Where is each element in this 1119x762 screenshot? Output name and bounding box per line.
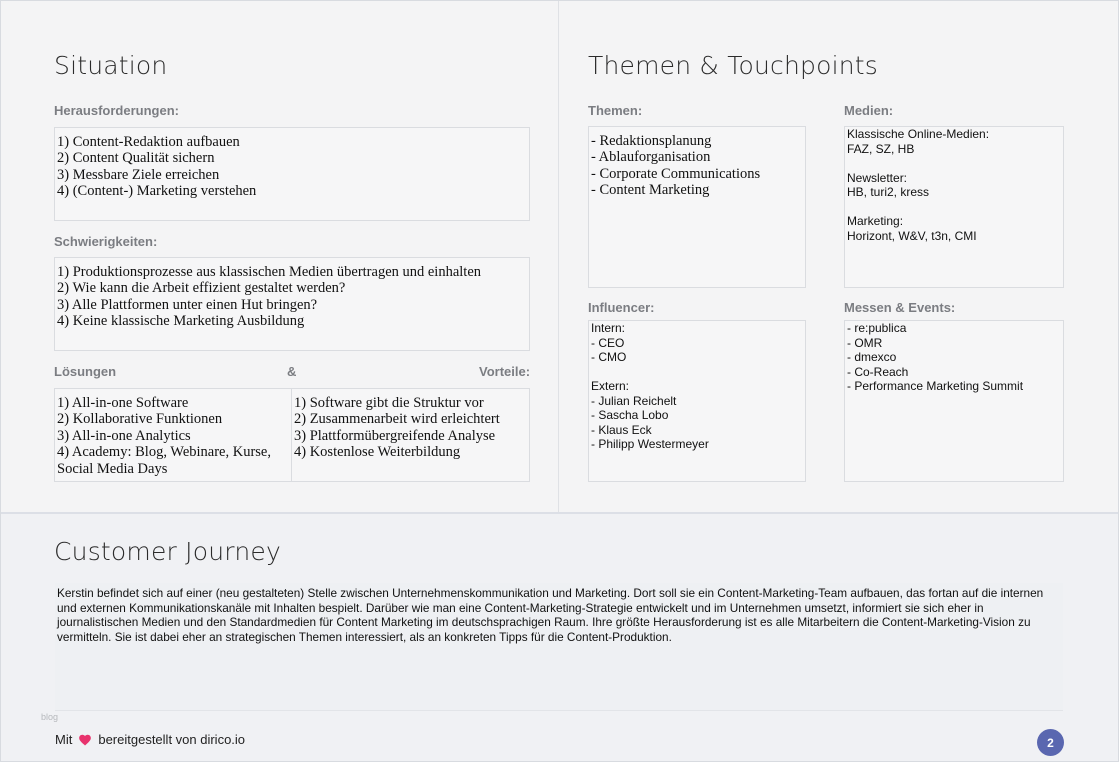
- themen-label: Themen:: [588, 103, 643, 118]
- journey-title: Customer Journey: [54, 537, 281, 566]
- heart-icon: [78, 733, 92, 747]
- vorteile-text: 1) Software gibt die Struktur vor 2) Zusammenarbeit wird erleichtert 3) Plattformübergreifende Analyse 4) Kostenlose Weiterbildung: [294, 395, 500, 461]
- journey-text: Kerstin befindet sich auf einer (neu gestalteten) Stelle zwischen Unternehmenskommunikation und Marketing. Dort soll sie ein Content-Marketing-Team aufbauen, das fortan auf die internen und externen Kommunikationskanäle mit Inhalten bespielt. Darüber wie man eine Content-Marketing-Strategie entwickelt und im Unternehmen umsetzt, informiert sie sich eher in journalistischen Medien und den Standardmedien für Content Marketing im deutschsprachigen Raum. Ihre größte Herausforderung ist es alle Mitarbeitern die Content-Marketing-Vision zu vermitteln. Sie ist dabei eher an strategischen Themen interessiert, als an konkreten Tipps für die Content-Produktion.: [57, 586, 1044, 644]
- events-label: Messen & Events:: [844, 300, 956, 315]
- page-number-badge: 2: [1037, 729, 1064, 756]
- herausforderungen-label: Herausforderungen:: [54, 103, 179, 118]
- themen-box: [588, 126, 806, 288]
- schwierigkeiten-text: 1) Produktionsprozesse aus klassischen Medien übertragen und einhalten 2) Wie kann die Arbeit effizient gestaltet werden? 3) Alle Plattformen unter einen Hut bringen? 4) Keine klassische Marketing Ausbildung: [57, 264, 482, 330]
- medien-label: Medien:: [844, 103, 894, 118]
- events-text: - re:publica - OMR - dmexco - Co-Reach - Performance Marketing Summit: [847, 321, 1024, 393]
- themen-text: - Redaktionsplanung - Ablauforganisation - Corporate Communications - Content Marketing: [591, 133, 761, 199]
- influencer-label: Influencer:: [588, 300, 655, 315]
- schwierigkeiten-box: [54, 257, 530, 351]
- medien-text: Klassische Online-Medien: FAZ, SZ, HB Newsletter: HB, turi2, kress Marketing: Horizont, W&V, t3n, CMI: [847, 127, 990, 243]
- vorteile-box: [291, 388, 530, 482]
- loesungen-text: 1) All-in-one Software 2) Kollaborative Funktionen 3) All-in-one Analytics 4) Academy: Blog, Webinare, Kurse, Social Media Days: [57, 395, 271, 477]
- ampersand-label: &: [287, 364, 297, 379]
- medien-box: [844, 126, 1064, 288]
- top-section: [1, 1, 1118, 512]
- situation-title: Situation: [54, 51, 168, 80]
- touchpoints-title: Themen & Touchpoints: [588, 51, 878, 80]
- influencer-box: [588, 320, 806, 482]
- situation-panel: [1, 1, 559, 512]
- footer-mit: Mit: [55, 732, 73, 747]
- footer-credit: [55, 732, 245, 747]
- journey-box: [55, 583, 1063, 711]
- herausforderungen-text: 1) Content-Redaktion aufbauen 2) Content Qualität sichern 3) Messbare Ziele erreichen 4) (Content-) Marketing verstehen: [57, 134, 257, 200]
- blog-watermark: blog: [41, 712, 59, 722]
- touchpoints-panel: [560, 1, 1118, 512]
- schwierigkeiten-label: Schwierigkeiten:: [54, 234, 158, 249]
- herausforderungen-box: [54, 127, 530, 221]
- loesungen-label: Lösungen: [54, 364, 117, 379]
- events-box: [844, 320, 1064, 482]
- influencer-text: Intern: - CEO - CMO Extern: - Julian Reichelt - Sascha Lobo - Klaus Eck - Philipp Westermeyer: [591, 321, 709, 451]
- loesungen-box: [54, 388, 292, 482]
- footer-provided-by: bereitgestellt von dirico.io: [98, 732, 246, 747]
- vorteile-label: Vorteile:: [479, 364, 531, 379]
